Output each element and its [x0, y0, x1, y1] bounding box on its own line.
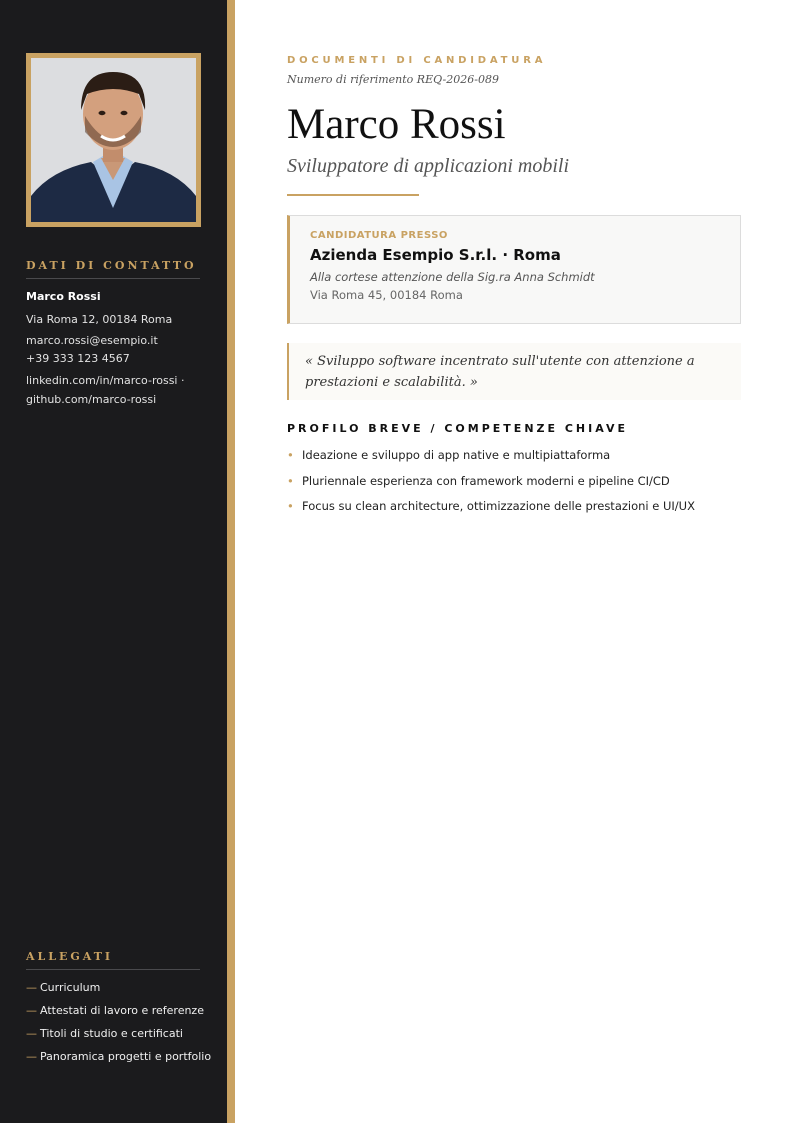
dash-icon: — [26, 1027, 37, 1040]
profile-item [287, 497, 695, 523]
attachment-item [26, 1001, 211, 1024]
bullet-icon: • [287, 473, 294, 488]
accent-strip [227, 0, 235, 1123]
bullet-icon: • [287, 499, 294, 513]
attachment-label: Curriculum [40, 981, 101, 994]
profile-heading: PROFILO BREVE / COMPETENZE CHIAVE [287, 422, 629, 435]
attachment-item [26, 978, 211, 1001]
recipient-company: Azienda Esempio S.r.l. · Roma [310, 246, 561, 264]
contact-address: Via Roma 12, 00184 Roma [26, 313, 173, 326]
dash-icon: — [26, 1004, 37, 1017]
reference-number: Numero di riferimento REQ-2026-089 [287, 73, 499, 86]
sidebar [0, 0, 227, 1123]
attachment-label: Attestati di lavoro e referenze [40, 1004, 204, 1017]
contact-email[interactable]: marco.rossi@esempio.it [26, 334, 158, 347]
profile-item-text: Ideazione e sviluppo di app native e multipiattaforma [302, 448, 611, 462]
attachment-item [26, 1024, 211, 1047]
contact-phone[interactable]: +39 333 123 4567 [26, 352, 130, 365]
recipient-attention: Alla cortese attenzione della Sig.ra Anna Schmidt [310, 270, 595, 284]
recipient-label: CANDIDATURA PRESSO [310, 230, 448, 241]
dash-icon: — [26, 1050, 37, 1063]
contact-github[interactable]: github.com/marco-rossi [26, 393, 157, 406]
contact-linkedin[interactable]: linkedin.com/in/marco-rossi · [26, 374, 185, 387]
applicant-name: Marco Rossi [287, 101, 506, 148]
attachment-item [26, 1047, 211, 1070]
dash-icon: — [26, 981, 37, 994]
profile-item [287, 446, 695, 472]
profile-item-text: Pluriennale esperienza con framework moderni e pipeline CI/CD [302, 473, 670, 488]
document-kicker: DOCUMENTI DI CANDIDATURA [287, 55, 547, 66]
attachments-heading: ALLEGATI [26, 950, 200, 970]
recipient-box [287, 215, 741, 324]
attachments-list [26, 978, 211, 1070]
title-divider [287, 194, 419, 196]
profile-photo [26, 53, 201, 227]
attachment-label: Panoramica progetti e portfolio [40, 1050, 212, 1063]
profile-item-text: Focus su clean architecture, ottimizzazione delle prestazioni e UI/UX [302, 499, 695, 513]
attachment-label: Titoli di studio e certificati [40, 1027, 183, 1040]
quote-block: « Sviluppo software incentrato sull'utente con attenzione a prestazioni e scalabilità. » [287, 343, 741, 400]
applicant-role: Sviluppatore di applicazioni mobili [287, 155, 570, 177]
contact-name: Marco Rossi [26, 290, 101, 303]
portrait-image [31, 58, 196, 222]
profile-item [287, 472, 695, 498]
profile-list [287, 446, 695, 523]
recipient-address: Via Roma 45, 00184 Roma [310, 288, 463, 302]
contact-heading: DATI DI CONTATTO [26, 259, 200, 279]
bullet-icon: • [287, 448, 294, 462]
